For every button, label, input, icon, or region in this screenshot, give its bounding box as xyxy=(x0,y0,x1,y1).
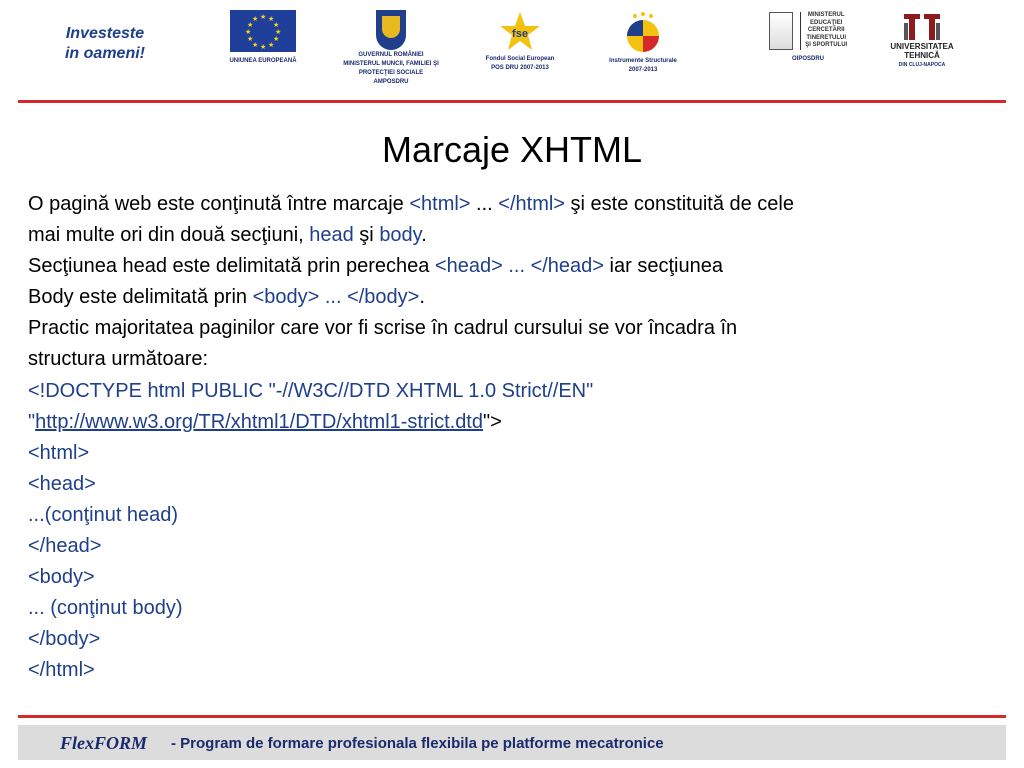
structural-instruments-logo xyxy=(600,10,686,74)
content-line: Practic majoritatea paginilor care vor fi scrise în cadrul cursului se vor încadra în xyxy=(28,317,738,340)
content-line xyxy=(28,251,1014,282)
code-text: <head> ... </head> xyxy=(434,255,604,278)
code-text: "> xyxy=(483,410,502,433)
ministry-name-line: TINERETULUI xyxy=(806,34,847,41)
slide-content xyxy=(28,189,1014,687)
eu-flag-icon: ★ ★ ★ ★ ★ ★ ★ ★ ★ ★ ★ ★ xyxy=(230,10,296,52)
ministry-name-line: EDUCAŢIEI xyxy=(810,19,843,26)
text: . xyxy=(419,286,425,309)
code-text: head xyxy=(309,224,354,247)
utcn-city: DIN CLUJ-NAPOCA xyxy=(898,62,946,68)
slogan-line: Investeste xyxy=(65,25,145,42)
code-line: </html> xyxy=(28,659,95,682)
code-text: body xyxy=(379,224,422,247)
gov-caption: PROTECŢIEI SOCIALE xyxy=(358,70,424,76)
ministry-name-line: ŞI SPORTULUI xyxy=(805,42,848,48)
code-text: <html> xyxy=(409,193,471,215)
footer-brand: FlexFORM xyxy=(60,733,148,753)
text: . xyxy=(421,224,427,247)
footer xyxy=(18,725,1006,760)
dtd-link[interactable]: http://www.w3.org/TR/xhtml1/DTD/xhtml1-strict.dtd xyxy=(35,410,483,433)
slide-title: Marcaje XHTML xyxy=(381,129,643,170)
header-divider xyxy=(18,100,1006,103)
code-text: <body> ... </body> xyxy=(252,286,420,309)
structural-instruments-icon xyxy=(618,10,668,56)
content-line: structura următoare: xyxy=(28,348,209,371)
ministry-name-line: CERCETĂRII xyxy=(807,27,845,33)
fse-icon xyxy=(498,10,542,54)
romania-crest-icon xyxy=(376,10,406,50)
text: iar secţiunea xyxy=(603,255,723,278)
structural-instruments-caption: 2007-2013 xyxy=(628,67,658,73)
ministry-logo xyxy=(760,12,856,63)
text: Body este delimitată prin xyxy=(28,286,253,309)
utcn-logo xyxy=(872,12,972,69)
code-line: <head> xyxy=(28,472,96,495)
text: mai multe ori din două secţiuni, xyxy=(28,224,310,247)
code-line: <body> xyxy=(28,566,95,589)
government-logo xyxy=(336,10,446,86)
ministry-crest-icon xyxy=(769,12,793,50)
text: şi xyxy=(353,224,380,247)
ministry-name xyxy=(800,12,847,50)
slogan-line: in oameni! xyxy=(64,45,145,62)
code-line: <html> xyxy=(28,441,90,464)
content-line xyxy=(28,189,1014,220)
text: Secţiunea head este delimitată prin perechea xyxy=(28,255,435,278)
ministry-caption: OIPOSDRU xyxy=(791,56,824,62)
code-line: </body> xyxy=(28,628,101,651)
eu-logo xyxy=(220,10,306,65)
utcn-emblem-icon xyxy=(902,12,942,42)
code-line: </head> xyxy=(28,535,102,558)
code-text: </html> xyxy=(498,193,565,215)
utcn-name: UNIVERSITATEA xyxy=(890,42,954,51)
gov-caption: GUVERNUL ROMÂNIEI xyxy=(358,52,424,58)
code-line xyxy=(28,407,1014,438)
utcn-name: TEHNICĂ xyxy=(904,51,940,60)
footer-text: - Program de formare profesionala flexibila pe platforme mecatronice xyxy=(171,735,664,752)
text: ... xyxy=(470,193,499,215)
gov-caption: AMPOSDRU xyxy=(373,79,409,85)
content-line xyxy=(28,282,1014,313)
code-line: ... (conţinut body) xyxy=(28,597,183,620)
structural-instruments-caption: Instrumente Structurale xyxy=(609,58,677,64)
code-line: <!DOCTYPE html PUBLIC "-//W3C//DTD XHTML 1.0 Strict//EN" xyxy=(28,379,594,402)
code-text: " xyxy=(28,410,36,433)
gov-caption: MINISTERUL MUNCII, FAMILIEI ŞI xyxy=(343,61,439,67)
svg-text:fse: fse xyxy=(512,28,528,40)
fse-caption: POS DRU 2007-2013 xyxy=(491,65,549,71)
content-line xyxy=(28,220,1014,251)
ministry-name-line: MINISTERUL xyxy=(807,12,845,18)
footer-divider xyxy=(18,715,1006,718)
eu-caption: UNIUNEA EUROPEANĂ xyxy=(229,58,297,64)
fse-logo xyxy=(472,10,568,72)
text: şi este constituită de cele xyxy=(564,193,794,215)
slogan xyxy=(40,24,170,64)
code-line: ...(conţinut head) xyxy=(28,503,179,526)
fse-caption: Fondul Social European xyxy=(485,56,555,62)
text: O pagină web este conţinută între marcaje xyxy=(28,193,410,215)
